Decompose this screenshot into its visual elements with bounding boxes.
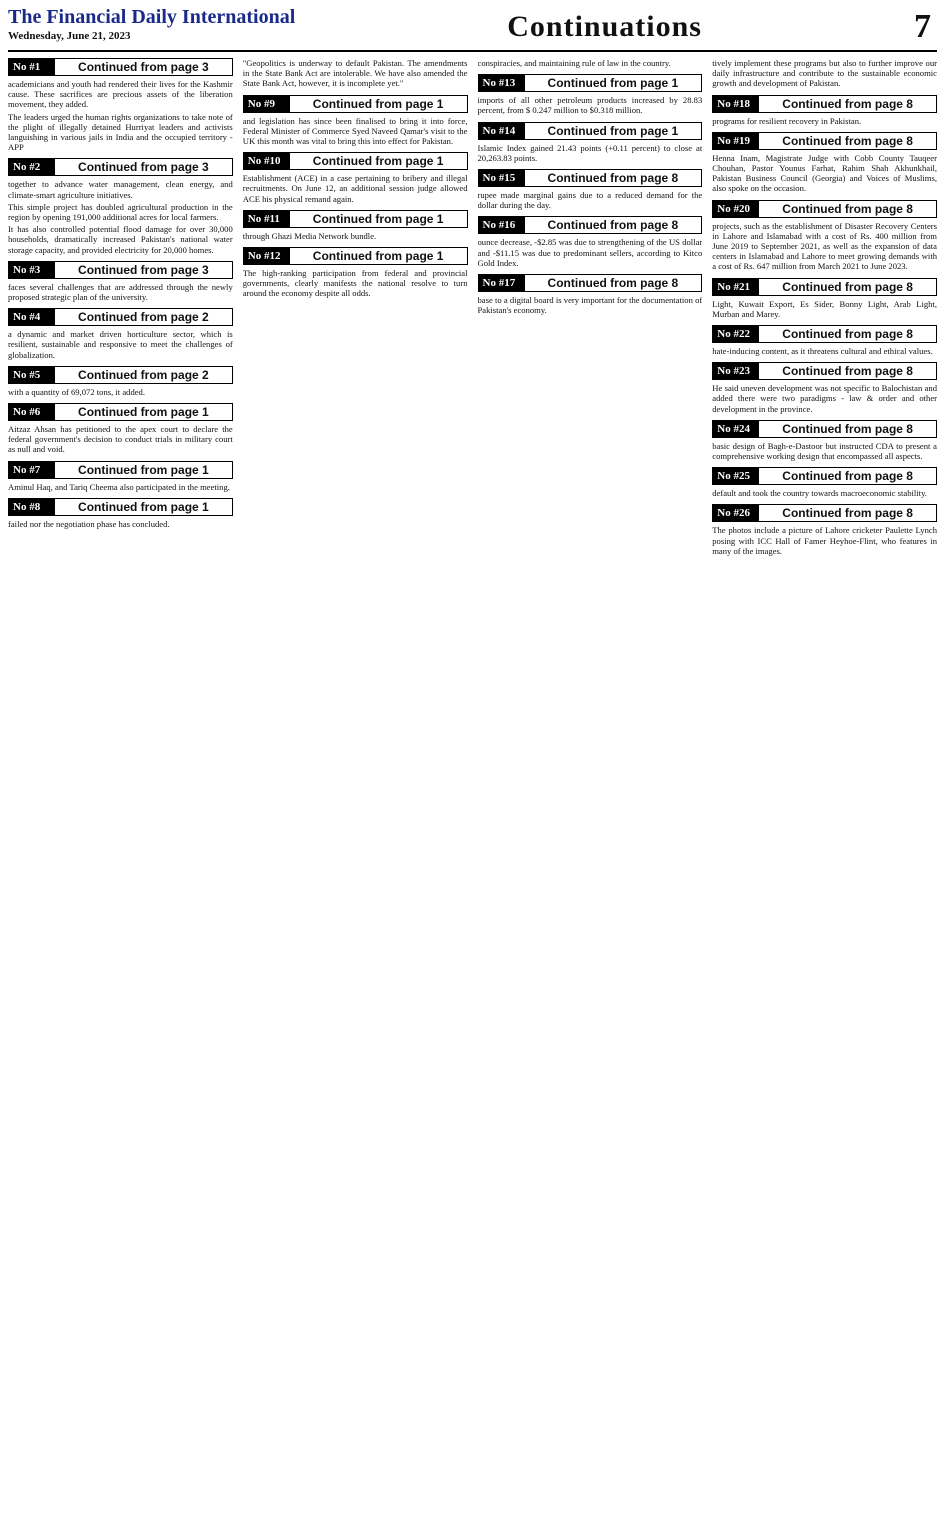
continuation-banner	[478, 274, 703, 292]
story-paragraph: with a quantity of 69,072 tons, it added.	[8, 386, 146, 397]
story-number: No #10	[244, 153, 290, 169]
continuation-banner	[243, 152, 468, 170]
story-title: Continued from page 1	[78, 405, 209, 420]
story-title: Continued from page 8	[782, 506, 913, 521]
story-number: No #4	[9, 309, 55, 325]
story-number: No #14	[479, 123, 525, 139]
story-number: No #21	[713, 279, 759, 295]
story-title: Continued from page 3	[78, 262, 209, 277]
story-number: No #2	[9, 159, 55, 175]
story-number: No #3	[9, 262, 55, 278]
story-number: No #8	[9, 499, 55, 515]
continuation-banner	[712, 278, 937, 296]
story-title: Continued from page 8	[782, 133, 913, 148]
story	[8, 366, 233, 397]
continuation-banner	[8, 308, 233, 326]
story	[243, 152, 468, 204]
column	[712, 58, 937, 1528]
story	[712, 200, 937, 272]
story-paragraph: ounce decrease, -$2.85 was due to strengthening of the US dollar and -$11.15 was due to predominant sellers, according to Kitco Gold Index.	[477, 237, 703, 268]
story-number: No #16	[479, 217, 525, 233]
story-number: No #9	[244, 96, 290, 112]
story-number: No #24	[713, 421, 759, 437]
story-number: No #15	[479, 170, 525, 186]
continuation-banner	[712, 467, 937, 485]
story-title: Continued from page 1	[312, 154, 444, 169]
story-number: No #5	[9, 367, 55, 383]
story-number: No #13	[479, 75, 525, 91]
continuation-banner	[243, 247, 468, 265]
story-number: No #23	[713, 363, 759, 379]
story-paragraph: rupee made marginal gains due to a reduced demand for the dollar during the day.	[477, 190, 703, 211]
continuation-banner	[8, 261, 233, 279]
story-paragraph: academicians and youth had rendered their lives for the Kashmir cause. These sacrifices are precious assets of the liberation movement, they added.	[8, 79, 233, 110]
continuation-banner	[8, 366, 233, 384]
story	[243, 247, 468, 299]
story-paragraph: default and took the country towards macroeconomic stability.	[712, 488, 927, 499]
story-title: Continued from page 8	[547, 276, 679, 291]
story-title: Continued from page 1	[312, 249, 444, 264]
story-paragraph: failed nor the negotiation phase has concluded.	[8, 518, 170, 529]
story-number: No #26	[713, 505, 759, 521]
story-title: Continued from page 8	[782, 327, 913, 342]
story-paragraph: imports of all other petroleum products increased by 28.83 percent, from $ 0.247 million to $0.318 million.	[477, 95, 703, 116]
story-number: No #25	[713, 468, 759, 484]
story	[8, 58, 233, 152]
story-number: No #1	[9, 59, 55, 75]
story	[8, 158, 233, 254]
continuation-banner	[478, 169, 703, 187]
story	[478, 58, 703, 68]
story-paragraph: Establishment (ACE) in a case pertaining to bribery and illegal recruitments. On June 12, an additional session judge allowed ACE his physical remand again.	[242, 173, 468, 204]
story-paragraph: programs for resilient recovery in Pakistan.	[712, 115, 862, 126]
story-title: Continued from page 8	[782, 279, 913, 294]
story-number: No #6	[9, 404, 55, 420]
story	[243, 95, 468, 147]
continuation-banner	[8, 498, 233, 516]
story-title: Continued from page 3	[78, 60, 209, 74]
story-number: No #20	[713, 201, 759, 217]
story	[712, 420, 937, 461]
story-paragraph: and legislation has since been finalised to bring it into force, Federal Minister of Commerce Syed Naveed Qamar's visit to the UK this month was vital to bring this into effect for Pakistan.	[242, 115, 468, 147]
story	[712, 325, 937, 356]
story-title: Continued from page 3	[78, 160, 209, 175]
story	[712, 58, 937, 89]
story-paragraph: faces several challenges that are addressed through the newly proposed strategic plan of the university.	[8, 281, 233, 303]
story-title: Continued from page 1	[547, 123, 679, 138]
continuation-banner	[712, 95, 937, 113]
story-paragraph: Henna Inam, Magistrate Judge with Cobb County Tauqeer Chouhan, Pastor Younus Farhat, Rahim Shah Akhunkhail, Pakistan Business Council (Georgia) and Voices of Muslims, also spoke on the occasion.	[712, 152, 937, 194]
masthead-left	[8, 6, 295, 42]
story-number: No #17	[479, 275, 525, 291]
story-number: No #18	[713, 96, 759, 112]
continuation-banner	[712, 325, 937, 343]
story-title: Continued from page 8	[782, 96, 913, 111]
continuation-banner	[712, 200, 937, 218]
story-number: No #19	[713, 133, 759, 149]
continuation-banner	[478, 74, 703, 92]
paper-date: Wednesday, June 21, 2023	[8, 30, 131, 42]
story-paragraph: The leaders urged the human rights organizations to take note of the plight of illegally detained Hurriyat leaders and activists languishing in various jails in India and the occupied territory - APP	[8, 111, 233, 153]
story	[8, 461, 233, 492]
story	[243, 58, 468, 89]
story-title: Continued from page 1	[312, 211, 444, 226]
story-paragraph: Light, Kuwait Export, Es Sider, Bonny Light, Arab Light, Murban and Marey.	[712, 298, 937, 319]
story-title: Continued from page 1	[78, 499, 209, 514]
continuation-banner	[712, 420, 937, 438]
story-paragraph: Aminul Haq, and Tariq Cheema also participated in the meeting.	[8, 481, 230, 492]
story-title: Continued from page 2	[78, 367, 209, 382]
story-paragraph: a dynamic and market driven horticulture sector, which is resilient, sustainable and responsive to meet the challenges of globalization.	[8, 329, 233, 360]
story-paragraph: basic design of Bagh-e-Dastoor but instructed CDA to present a comprehensive working design that encompassed all aspects.	[712, 440, 937, 462]
story	[478, 216, 703, 268]
paper-name: The Financial Daily International	[8, 6, 296, 28]
story	[8, 498, 233, 529]
continuation-banner	[8, 403, 233, 421]
story-number: No #22	[713, 326, 759, 342]
story-paragraph: "Geopolitics is underway to default Pakistan. The amendments in the State Bank Act are intolerable. We have also amended the State Bank Act, however, it is incomplete yet."	[242, 58, 468, 89]
story-paragraph: tively implement these programs but also to further improve our daily infrastructure and contribute to the sustainable economic growth and development of Pakistan.	[712, 58, 937, 89]
story-paragraph: Aitzaz Ahsan has petitioned to the apex court to declare the federal government's decision to conduct trials in military court as null and void.	[8, 424, 233, 455]
story-title: Continued from page 1	[312, 96, 444, 111]
continuation-banner	[712, 132, 937, 150]
story-number: No #7	[9, 462, 55, 478]
continuation-banner	[712, 362, 937, 380]
story-paragraph: together to advance water management, clean energy, and climate-smart agriculture initiatives.	[8, 179, 233, 200]
page-number: 7	[913, 8, 931, 45]
story-title: Continued from page 8	[547, 218, 679, 233]
story	[478, 122, 703, 163]
story-paragraph: The high-ranking participation from federal and provincial governments, clearly manifests the national resolve to turn around the economy despite all odds.	[242, 268, 468, 299]
story	[8, 403, 233, 455]
story	[8, 261, 233, 302]
story-paragraph: It has also controlled potential flood damage for over 30,000 households, dramatically increased Pakistan's national water storage capacity, and provided electricity for 20,000 homes.	[8, 224, 233, 255]
continuation-banner	[243, 95, 468, 113]
column	[8, 58, 233, 1528]
column	[243, 58, 468, 1528]
story-number: No #11	[244, 211, 290, 227]
story	[712, 467, 937, 498]
story-title: Continued from page 1	[547, 76, 679, 91]
story-paragraph: The photos include a picture of Lahore cricketer Paulette Lynch posing with ICC Hall of Famer Heyhoe-Flint, who features in many of the images.	[712, 525, 937, 556]
continuation-banner	[478, 216, 703, 234]
story-paragraph: projects, such as the establishment of Disaster Recovery Centers in Lahore and Islamabad with a cost of Rs. 400 million from June 2019 to September 2021, as well as the expansion of data centers in Islamabad and Lahore to meet growing demands with a cost of Rs. 647 million from March 2021 to June 2023.	[712, 220, 937, 272]
masthead	[8, 6, 937, 52]
story-paragraph: hate-inducing content, as it threatens cultural and ethical values.	[712, 346, 933, 357]
story-title: Continued from page 8	[547, 171, 679, 186]
story-paragraph: conspiracies, and maintaining rule of law in the country.	[477, 58, 671, 68]
story-paragraph: He said uneven development was not specific to Balochistan and added there were two paradigms - law & order and other development in the province.	[712, 383, 937, 414]
story-number: No #12	[244, 248, 290, 264]
continuation-banner	[243, 210, 468, 228]
story	[8, 308, 233, 360]
columns	[8, 58, 937, 1528]
column	[478, 58, 703, 1528]
story	[478, 274, 703, 315]
story	[712, 132, 937, 194]
story-title: Continued from page 8	[782, 469, 913, 484]
story-title: Continued from page 1	[78, 462, 209, 477]
story	[478, 74, 703, 115]
section-title: Continuations	[507, 10, 702, 43]
continuation-banner	[712, 504, 937, 522]
story-paragraph: base to a digital board is very important for the documentation of Pakistan's economy.	[477, 295, 703, 316]
story	[712, 504, 937, 556]
continuation-banner	[8, 461, 233, 479]
story	[478, 169, 703, 210]
continuation-banner	[8, 158, 233, 176]
story	[712, 278, 937, 319]
story	[243, 210, 468, 241]
story	[712, 362, 937, 414]
continuation-banner	[478, 122, 703, 140]
story-paragraph: Islamic Index gained 21.43 points (+0.11 percent) to close at 20,263.83 points.	[477, 142, 703, 163]
story-title: Continued from page 8	[782, 421, 913, 436]
story-title: Continued from page 8	[782, 364, 913, 379]
story	[712, 95, 937, 126]
story-paragraph: through Ghazi Media Network bundle.	[242, 230, 377, 241]
continuation-banner	[8, 58, 233, 76]
story-title: Continued from page 8	[782, 201, 913, 216]
story-paragraph: This simple project has doubled agricultural production in the region by opening 191,000 additional acres for local farmers.	[8, 201, 233, 223]
story-title: Continued from page 2	[78, 310, 209, 325]
